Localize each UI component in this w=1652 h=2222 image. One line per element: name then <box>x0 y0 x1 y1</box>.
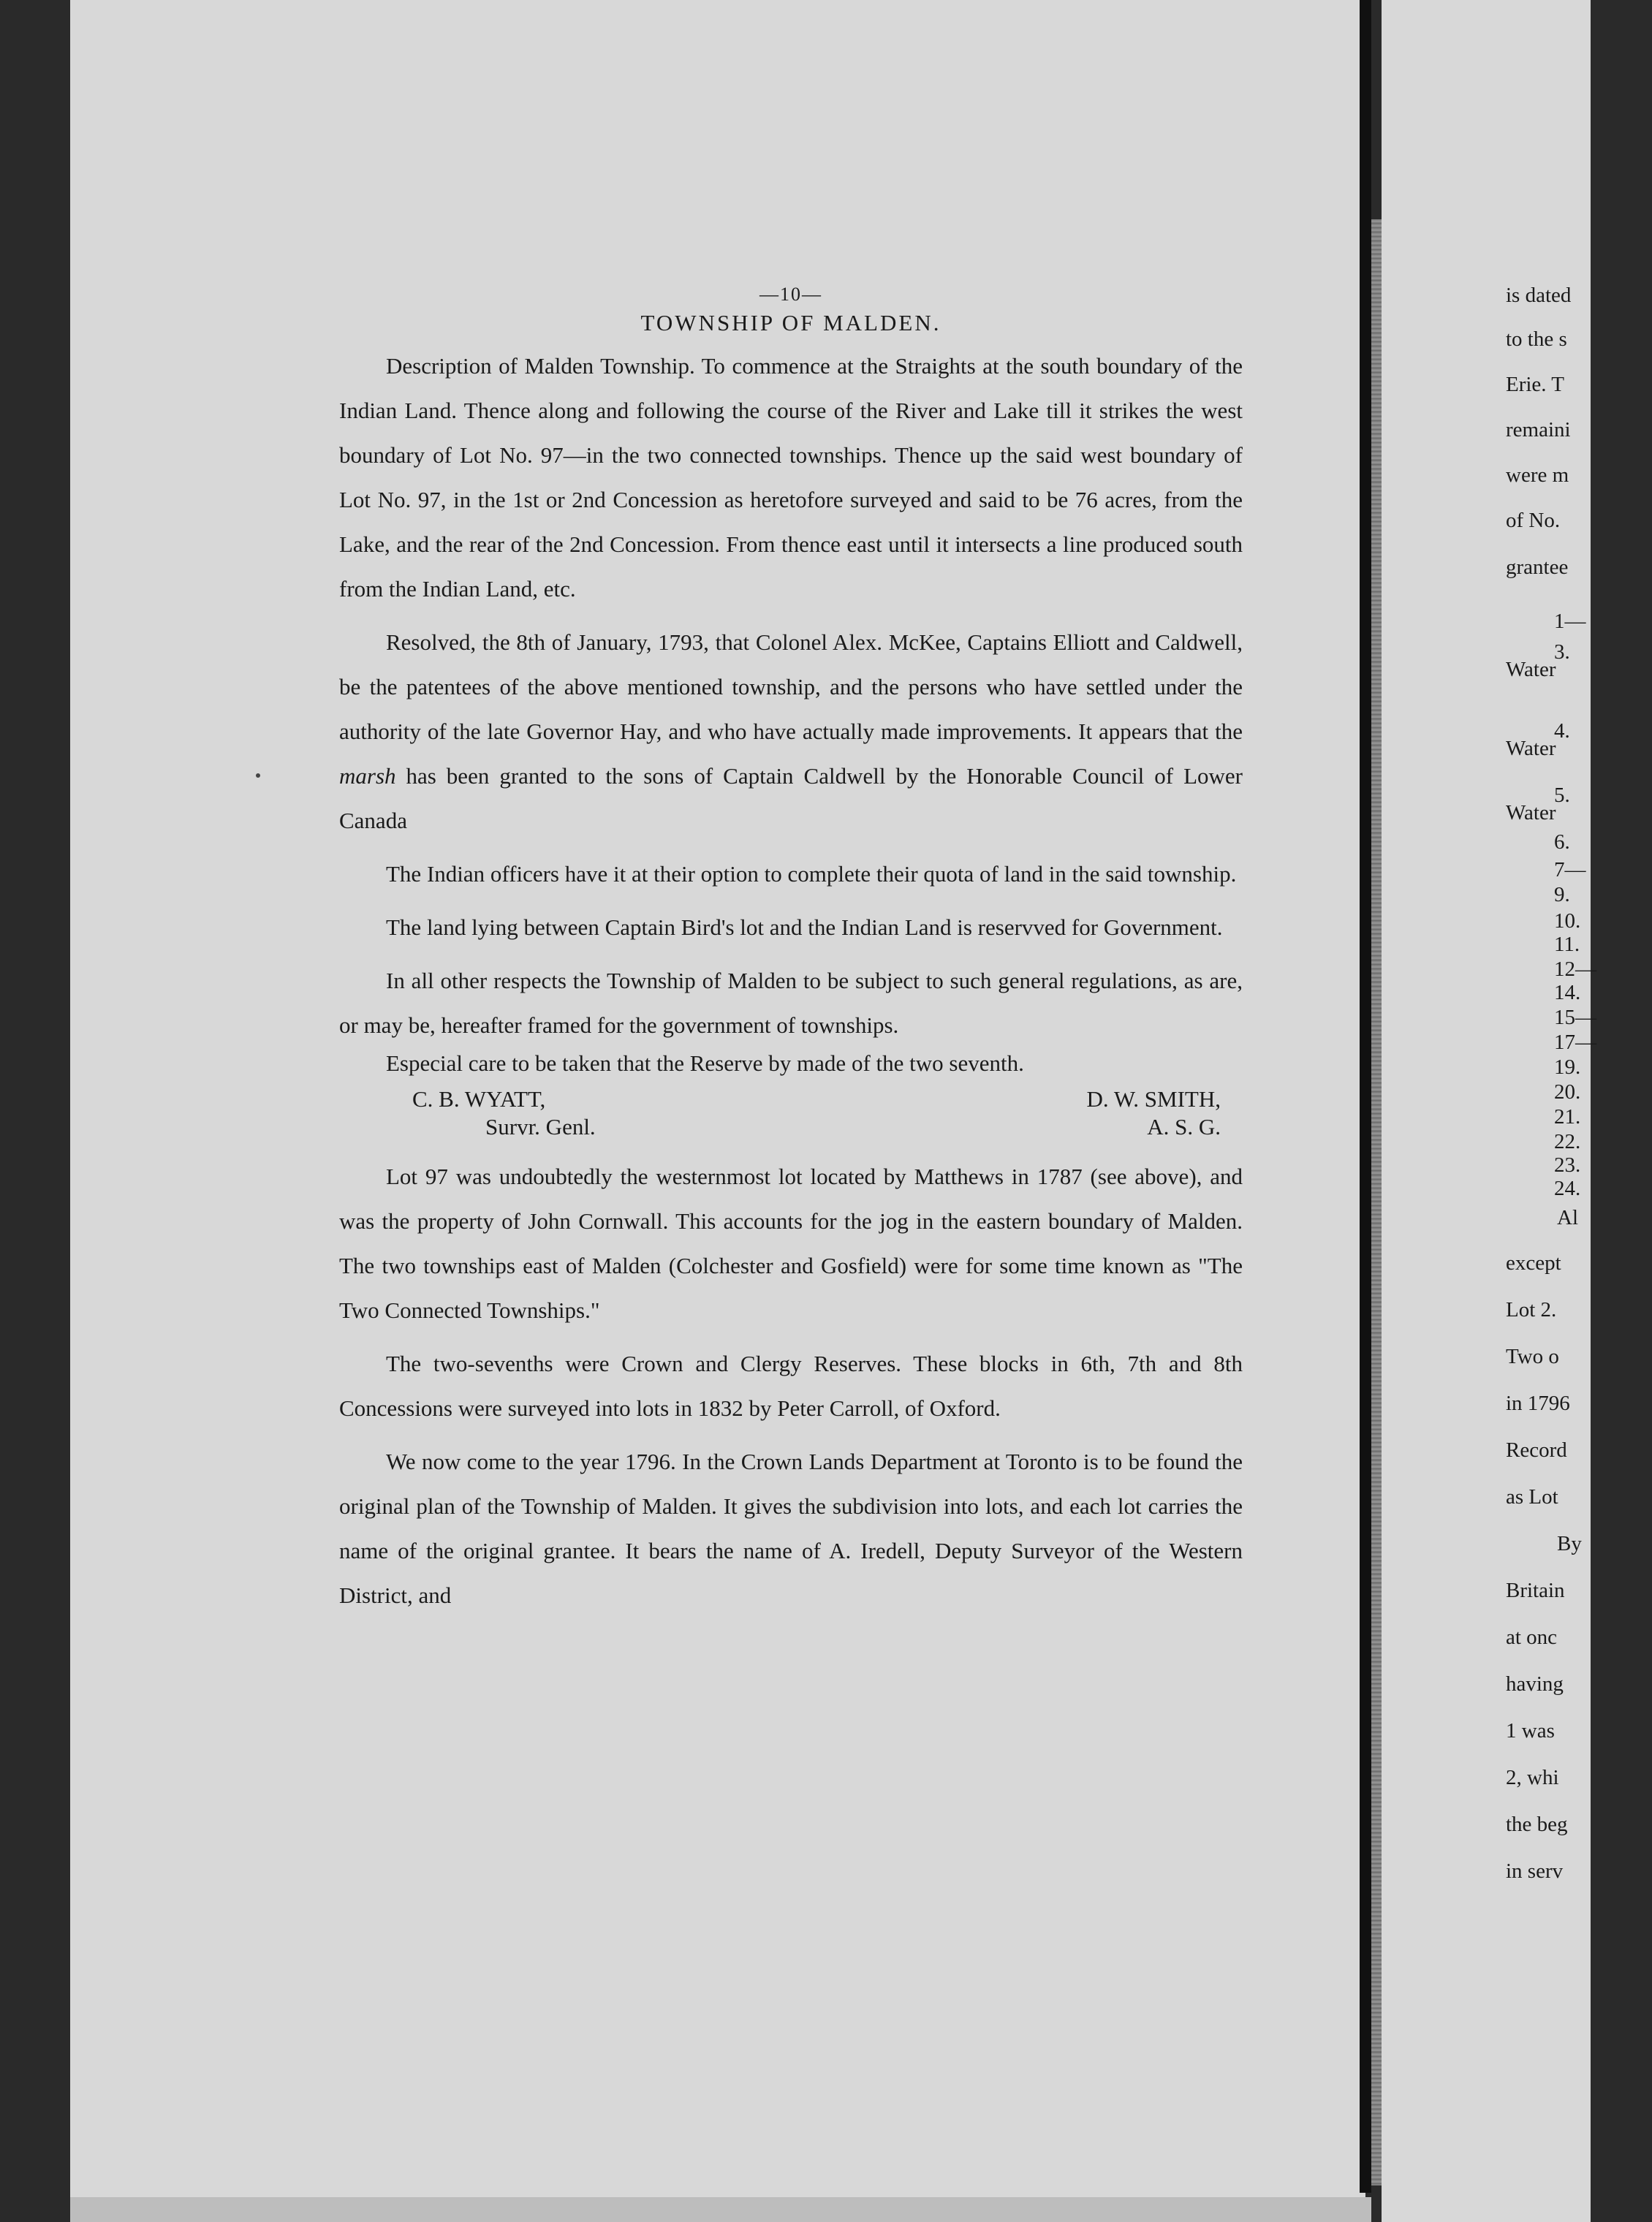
right-page-fragment: the beg <box>1506 1813 1568 1836</box>
right-page-fragment: 20. <box>1554 1080 1581 1104</box>
right-page-fragment: 15— <box>1554 1006 1596 1029</box>
right-page-fragment: in serv <box>1506 1859 1564 1883</box>
signature-smith-name: D. W. SMITH, <box>1086 1086 1221 1112</box>
paragraph-resolved-text-end: has been granted to the sons of Captain Caldwell by the Honorable Council of Lower Canada <box>339 763 1243 833</box>
right-page-fragment: 10. <box>1554 909 1581 933</box>
right-page-fragment: 17— <box>1554 1031 1596 1054</box>
right-page-fragment: 12— <box>1554 958 1596 981</box>
paragraph-resolved <box>339 620 1243 843</box>
stray-mark <box>256 773 260 778</box>
right-page-fragment: having <box>1506 1672 1564 1696</box>
right-page-fragment: 14. <box>1554 981 1581 1004</box>
right-page <box>1382 0 1596 2222</box>
paragraph-indian-officers: The Indian officers have it at their option to complete their quota of land in the said township. <box>386 861 1237 887</box>
right-page-fragment: 1— <box>1554 610 1586 633</box>
right-page-fragment: 2, whi <box>1506 1766 1559 1789</box>
signature-wyatt-title: Survr. Genl. <box>485 1114 596 1140</box>
right-page-fragment: 3. <box>1554 640 1570 664</box>
paragraph-description: Description of Malden Township. To commence at the Straights at the south boundary of the Indian Land. Thence along and following the course of the River and Lake till it strikes the west boundary of Lot No. 97—in the two connected townships. Thence up the said west boundary of Lot No. 97, in the 1st or 2nd Concession as heretofore surveyed and said to be 76 acres, from the Lake, and the rear of the 2nd Concession. From thence east until it intersects a line produced south from the Indian Land, etc. <box>339 353 1243 602</box>
paragraph-resolved-text: Resolved, the 8th of January, 1793, that Colonel Alex. McKee, Captains Elliott and Caldwell, be the patentees of the above mentioned township, and the persons who have settled under the authority of the late Governor Hay, and who have actually made improvements. It appears that the <box>339 629 1243 744</box>
right-page-fragment: grantee <box>1506 556 1569 579</box>
right-page-fragment: Water <box>1506 658 1556 681</box>
right-page-fragment: 1 was <box>1506 1719 1555 1743</box>
page-content <box>339 284 1243 1626</box>
right-page-fragment: Lot 2. <box>1506 1298 1557 1322</box>
right-page-fragment: Two o <box>1506 1345 1559 1368</box>
right-page-fragment: remaini <box>1506 418 1571 441</box>
paragraph-year-1796: We now come to the year 1796. In the Crown Lands Department at Toronto is to be found the original plan of the Township of Malden. It gives the subdivision into lots, and each lot carries the name of the original grantee. It bears the name of A. Iredell, Deputy Surveyor of the Western District, and <box>339 1449 1243 1608</box>
right-page-fragment: 24. <box>1554 1177 1581 1200</box>
right-page-fragment: Erie. T <box>1506 373 1564 396</box>
signature-smith <box>1087 1085 1243 1141</box>
right-page-fragment: 22. <box>1554 1130 1581 1153</box>
right-page-fragment: By <box>1557 1532 1582 1555</box>
paragraph-lot-97: Lot 97 was undoubtedly the westernmost lot located by Matthews in 1787 (see above), and was the property of John Cornwall. This accounts for the jog in the eastern boundary of Malden. The two townships east of Malden (Colchester and Gosfield) were for some time known as "The Two Connected Townships." <box>339 1164 1243 1323</box>
paragraph-especial-care: Especial care to be taken that the Reserve by made of the two seventh. <box>386 1050 1024 1076</box>
book-gutter <box>1360 0 1371 2193</box>
right-page-fragment: 6. <box>1554 830 1570 854</box>
right-page-fragment: is dated <box>1506 284 1572 307</box>
paragraph-other-respects: In all other respects the Township of Malden to be subject to such general regulations, as are, or may be, hereafter framed for the government of townships. <box>339 968 1243 1038</box>
signature-wyatt <box>339 1085 596 1141</box>
right-page-fragment: 19. <box>1554 1055 1581 1079</box>
right-page-fragment: except <box>1506 1251 1561 1275</box>
right-page-fragment: 7— <box>1554 858 1586 881</box>
right-page-fragment: Water <box>1506 737 1556 760</box>
signature-wyatt-name: C. B. WYATT, <box>412 1086 546 1112</box>
paragraph-land-reserved: The land lying between Captain Bird's lot and the Indian Land is reservved for Government. <box>386 914 1223 940</box>
right-page-fragment: of No. <box>1506 509 1561 532</box>
right-page-fragment: 11. <box>1554 933 1580 956</box>
right-page-fragment: 23. <box>1554 1153 1581 1177</box>
right-page-fragment: to the s <box>1506 327 1567 351</box>
paragraph-two-sevenths: The two-sevenths were Crown and Clergy Reserves. These blocks in 6th, 7th and 8th Concessions were surveyed into lots in 1832 by Peter Carroll, of Oxford. <box>339 1351 1243 1421</box>
right-page-fragment: as Lot <box>1506 1485 1558 1509</box>
bottom-edge <box>70 2197 1371 2222</box>
right-page-fragment: Water <box>1506 801 1556 824</box>
right-page-fragment: Al <box>1557 1206 1578 1229</box>
italic-marsh: marsh <box>339 763 396 789</box>
signatures <box>339 1085 1243 1141</box>
right-page-fragment: Britain <box>1506 1579 1565 1602</box>
right-page-fragment: 21. <box>1554 1105 1581 1129</box>
right-page-fragment: 4. <box>1554 719 1570 743</box>
page-title: TOWNSHIP OF MALDEN. <box>640 310 941 335</box>
right-page-fragment: were m <box>1506 463 1569 487</box>
right-page-fragment: Record <box>1506 1438 1567 1462</box>
right-page-fragment: in 1796 <box>1506 1392 1570 1415</box>
right-page-fragment: at onc <box>1506 1626 1558 1649</box>
page-number: —10— <box>759 284 822 305</box>
signature-smith-title: A. S. G. <box>1147 1114 1221 1140</box>
right-page-fragment: 5. <box>1554 784 1570 807</box>
right-page-fragment: 9. <box>1554 883 1570 906</box>
